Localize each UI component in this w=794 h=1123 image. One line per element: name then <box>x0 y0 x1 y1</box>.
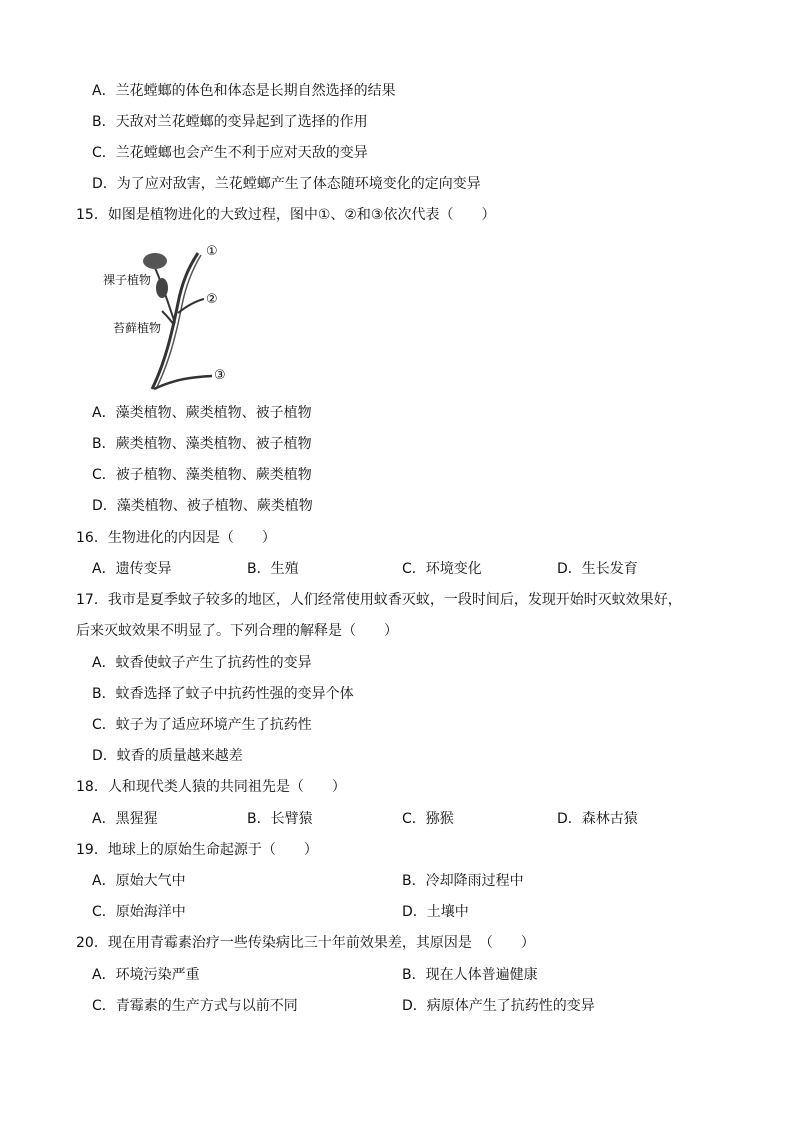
q19-option-c: C．原始海洋中 <box>92 904 186 920</box>
q17-stem-line2: 后来灭蚊效果不明显了。下列合理的解释是（ ） <box>76 623 398 639</box>
q16-option-a: A．遗传变异 <box>92 561 172 577</box>
q16-option-c: C．环境变化 <box>402 561 482 577</box>
q14-option-c: C．兰花螳螂也会产生不利于应对天敌的变异 <box>92 145 368 161</box>
q14-option-b: B．天敌对兰花螳螂的变异起到了选择的作用 <box>92 114 368 130</box>
q17-option-c: C．蚊子为了适应环境产生了抗药性 <box>92 717 312 733</box>
q15-stem: 15．如图是植物进化的大致过程，图中①、②和③依次代表（ ） <box>76 207 496 223</box>
q17-option-d: D．蚊香的质量越来越差 <box>92 748 243 764</box>
q14-option-d: D．为了应对敌害，兰花螳螂产生了体态随环境变化的定向变异 <box>92 176 481 192</box>
label-moss: 苔藓植物 <box>113 321 162 335</box>
q20-option-a: A．环境污染严重 <box>92 967 200 983</box>
q14-option-a: A．兰花螳螂的体色和体态是长期自然选择的结果 <box>92 83 396 99</box>
q18-option-a: A．黑猩猩 <box>92 811 158 827</box>
q15-option-d: D．藻类植物、被子植物、蕨类植物 <box>92 498 313 514</box>
q15-option-c: C．被子植物、藻类植物、蕨类植物 <box>92 467 312 483</box>
plant-evolution-tree-figure <box>100 243 250 393</box>
label-gymnosperm: 裸子植物 <box>103 273 152 287</box>
q16-option-b: B．生殖 <box>247 561 299 577</box>
q18-option-c: C．猕猴 <box>402 811 454 827</box>
mark-1: ① <box>206 244 218 259</box>
q19-option-d: D．土壤中 <box>402 904 469 920</box>
q19-option-a: A．原始大气中 <box>92 873 186 889</box>
q19-stem: 19．地球上的原始生命起源于（ ） <box>76 842 318 858</box>
q17-option-b: B．蚊香选择了蚊子中抗药性强的变异个体 <box>92 686 354 702</box>
plant-evolution-diagram <box>100 243 250 393</box>
q18-stem: 18．人和现代类人猿的共同祖先是（ ） <box>76 779 346 795</box>
q16-option-d: D．生长发育 <box>557 561 638 577</box>
q18-option-d: D．森林古猿 <box>557 811 638 827</box>
q20-stem: 20．现在用青霉素治疗一些传染病比三十年前效果差，其原因是 （ ） <box>76 935 535 951</box>
q20-option-c: C．青霉素的生产方式与以前不同 <box>92 998 298 1014</box>
q15-option-b: B．蕨类植物、藻类植物、被子植物 <box>92 436 312 452</box>
q19-option-b: B．冷却降雨过程中 <box>402 873 524 889</box>
q17-option-a: A．蚊香使蚊子产生了抗药性的变异 <box>92 655 312 671</box>
q20-option-d: D．病原体产生了抗药性的变异 <box>402 998 595 1014</box>
mark-2: ② <box>206 292 218 307</box>
mark-3: ③ <box>214 368 226 383</box>
q18-option-b: B．长臂猿 <box>247 811 313 827</box>
q17-stem-line1: 17．我市是夏季蚊子较多的地区，人们经常使用蚊香灭蚊，一段时间后，发现开始时灭蚊效果好， <box>76 592 682 608</box>
q20-option-b: B．现在人体普遍健康 <box>402 967 538 983</box>
q15-option-a: A．藻类植物、蕨类植物、被子植物 <box>92 405 312 421</box>
q16-stem: 16．生物进化的内因是（ ） <box>76 530 276 546</box>
